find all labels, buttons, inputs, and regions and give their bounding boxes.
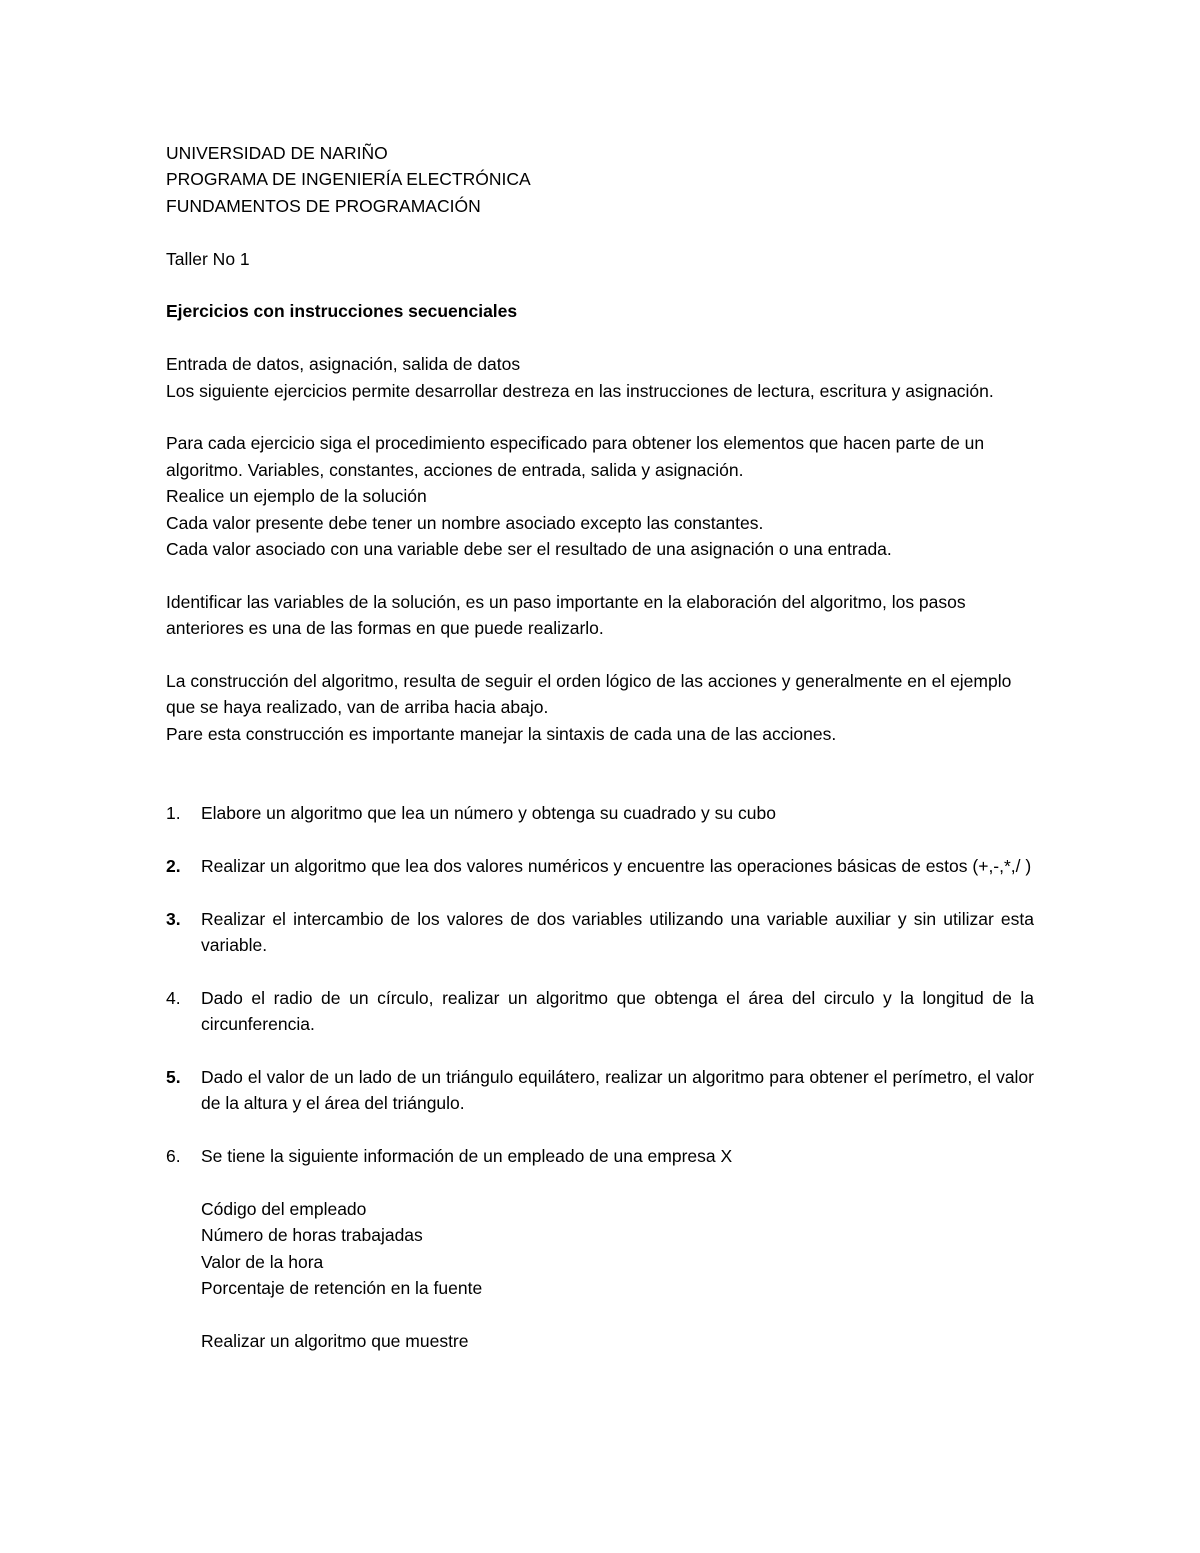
employee-field: Valor de la hora [201, 1251, 324, 1272]
exercise-number: 1. [166, 803, 181, 824]
exercise-text: Dado el valor de un lado de un triángulo equilátero, realizar un algoritmo para obtener el perímetro, el valor de la altura y el área del triángulo. [201, 1067, 1034, 1114]
section-subheading: Entrada de datos, asignación, salida de datos [166, 354, 521, 375]
program-name: PROGRAMA DE INGENIERÍA ELECTRÓNICA [166, 169, 531, 190]
instruction-paragraph-3: La construcción del algoritmo, resulta de seguir el orden lógico de las acciones y generalmente en el ejemplo que se haya realizado, van de arriba hacia abajo. [166, 671, 1012, 718]
exercise-item [166, 906, 1034, 959]
course-name: FUNDAMENTOS DE PROGRAMACIÓN [166, 195, 481, 216]
exercise-number: 3. [166, 908, 181, 929]
spacer [166, 1038, 1034, 1064]
exercise-list [166, 800, 1034, 1170]
workshop-title: Taller No 1 [166, 248, 250, 269]
exercise-text: Elabore un algoritmo que lea un número y obtenga su cuadrado y su cubo [201, 803, 776, 824]
exercise-text: Realizar un algoritmo que lea dos valores numéricos y encuentre las operaciones básicas de estos (+,-,*,/ ) [201, 855, 1032, 876]
exercise-item [166, 1143, 1034, 1169]
spacer [166, 404, 1034, 430]
spacer [166, 1117, 1034, 1143]
spacer [166, 1170, 1034, 1196]
exercise-item [166, 1064, 1034, 1117]
exercise-number: 6. [166, 1146, 181, 1167]
spacer [166, 642, 1034, 668]
instruction-paragraph-1: Para cada ejercicio siga el procedimiento especificado para obtener los elementos que hacen parte de un algoritmo. Variables, constantes, acciones de entrada, salida y asignación. [166, 433, 985, 480]
exercise-number: 4. [166, 987, 181, 1008]
university-name: UNIVERSIDAD DE NARIÑO [166, 143, 388, 163]
section-heading: Ejercicios con instrucciones secuenciales [166, 301, 518, 322]
spacer [166, 272, 1034, 298]
spacer [166, 219, 1034, 245]
spacer [166, 325, 1034, 351]
employee-field: Número de horas trabajadas [201, 1225, 423, 1246]
instruction-line-1: Realice un ejemplo de la solución [166, 486, 427, 507]
exercise-item [166, 853, 1034, 879]
employee-field: Porcentaje de retención en la fuente [201, 1278, 483, 1299]
spacer [166, 958, 1034, 984]
instruction-line-2: Cada valor presente debe tener un nombre asociado excepto las constantes. [166, 512, 764, 533]
exercise-text: Dado el radio de un círculo, realizar un algoritmo que obtenga el área del circulo y la longitud de la circunferencia. [201, 987, 1034, 1035]
document-body [166, 140, 1034, 1354]
exercise-text: Realizar el intercambio de los valores de dos variables utilizando una variable auxiliar y sin utilizar esta variable. [201, 908, 1034, 956]
employee-fields [166, 1196, 1034, 1354]
spacer [166, 747, 1034, 773]
spacer [166, 879, 1034, 905]
closing-line: Realizar un algoritmo que muestre [201, 1331, 469, 1352]
exercise-number: 5. [166, 1067, 181, 1088]
instruction-line-4: Pare esta construcción es importante manejar la sintaxis de cada una de las acciones. [166, 723, 837, 744]
spacer [166, 826, 1034, 852]
employee-field: Código del empleado [201, 1199, 367, 1220]
spacer [201, 1302, 1034, 1328]
exercise-item [166, 985, 1034, 1038]
exercise-text: Se tiene la siguiente información de un empleado de una empresa X [201, 1146, 733, 1167]
exercise-number: 2. [166, 855, 181, 876]
exercise-item [166, 800, 1034, 826]
instruction-paragraph-2: Identificar las variables de la solución, es un paso importante en la elaboración del algoritmo, los pasos anteriores es una de las formas en que puede realizarlo. [166, 591, 966, 639]
spacer [166, 774, 1034, 800]
instruction-line-3: Cada valor asociado con una variable debe ser el resultado de una asignación o una entrada. [166, 539, 892, 560]
section-intro: Los siguiente ejercicios permite desarrollar destreza en las instrucciones de lectura, escritura y asignación. [166, 380, 994, 401]
spacer [166, 562, 1034, 588]
